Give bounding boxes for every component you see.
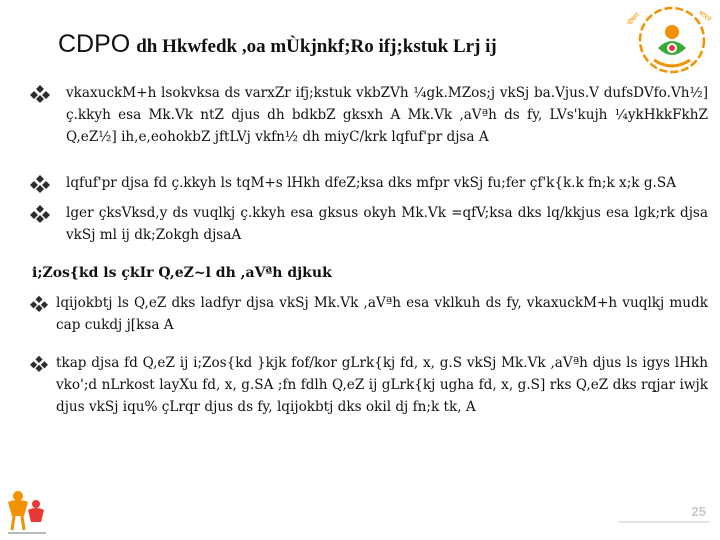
section-heading: i;Zos{kd ls çkIr Q,eZ~l dh ,aVªh djkuk bbox=[32, 265, 332, 281]
list-item bbox=[30, 82, 708, 148]
list-item bbox=[30, 352, 708, 418]
svg-text:पोषण: पोषण bbox=[625, 10, 642, 28]
svg-text:भारत: भारत bbox=[696, 9, 713, 24]
title-lead: CDPO bbox=[58, 30, 131, 58]
title-rest: dh Hkwfedk ,oa mÙkjnkf;Ro ifj;kstuk Lrj ij bbox=[136, 36, 497, 57]
family-figures-logo bbox=[4, 488, 50, 536]
footer-divider bbox=[618, 521, 710, 523]
bullet-text: lger çksVksd,y ds vuqlkj ç.kkyh esa gksus okyh Mk.Vk =qfV;ksa dks lq/kkjus esa lgk;rk djsa vkSj ml ij dk;Zokgh djsaA bbox=[66, 205, 708, 243]
diamond-bullet-icon bbox=[30, 83, 50, 103]
bullet-text: vkaxuckM+h lsokvksa ds varxZr ifj;kstuk vkbZVh ¼gk.MZos;j vkSj ba.Vjus.V dufsDVfo.Vh½] ç.kkyh esa Mk.Vk ntZ djus dh bdkbZ gksxh A Mk.Vk ,aVªh ds fy, LVs'kujh ¼ykHkkFkhZ Q,eZ½] ih,e,eohokbZ jftLVj vkfn½ dh miyC/krk lqfuf'pr djsa A bbox=[66, 85, 708, 145]
bullet-text: lqfuf'pr djsa fd ç.kkyh ls tqM+s lHkh dfeZ;ksa dks mfpr vkSj fu;fer çf'k{k.k fn;k x;k g.SA bbox=[66, 175, 677, 191]
national-nutrition-mission-logo bbox=[610, 4, 718, 84]
list-item bbox=[30, 292, 708, 336]
bullet-text: lqijokbtj ls Q,eZ dks ladfyr djsa vkSj Mk.Vk ,aVªh esa vklkuh ds fy, vkaxuckM+h vuqlkj mudk cap cukdj j[ksa A bbox=[56, 295, 708, 333]
diamond-bullet-icon bbox=[30, 354, 48, 372]
page-number: 25 bbox=[691, 504, 706, 519]
diamond-bullet-icon bbox=[30, 173, 50, 193]
list-item bbox=[30, 172, 708, 194]
list-item bbox=[30, 202, 708, 246]
diamond-bullet-icon bbox=[30, 294, 48, 312]
diamond-bullet-icon bbox=[30, 203, 50, 223]
bullet-text: tkap djsa fd Q,eZ ij i;Zos{kd }kjk fof/kor gLrk{kj fd, x, g.S vkSj Mk.Vk ,aVªh djus ls igys lHkh vko';d nLrkost layXu fd, x, g.SA ;fn fdlh Q,eZ ij gLrk{kj ugha fd, x, g.S] rks Q,eZ dks rqjar iwjk djus vkSj iqu% çLrqr djus ds fy, lqijokbtj dks okil dj fn;k tk, A bbox=[56, 355, 708, 415]
slide-title bbox=[58, 30, 618, 61]
